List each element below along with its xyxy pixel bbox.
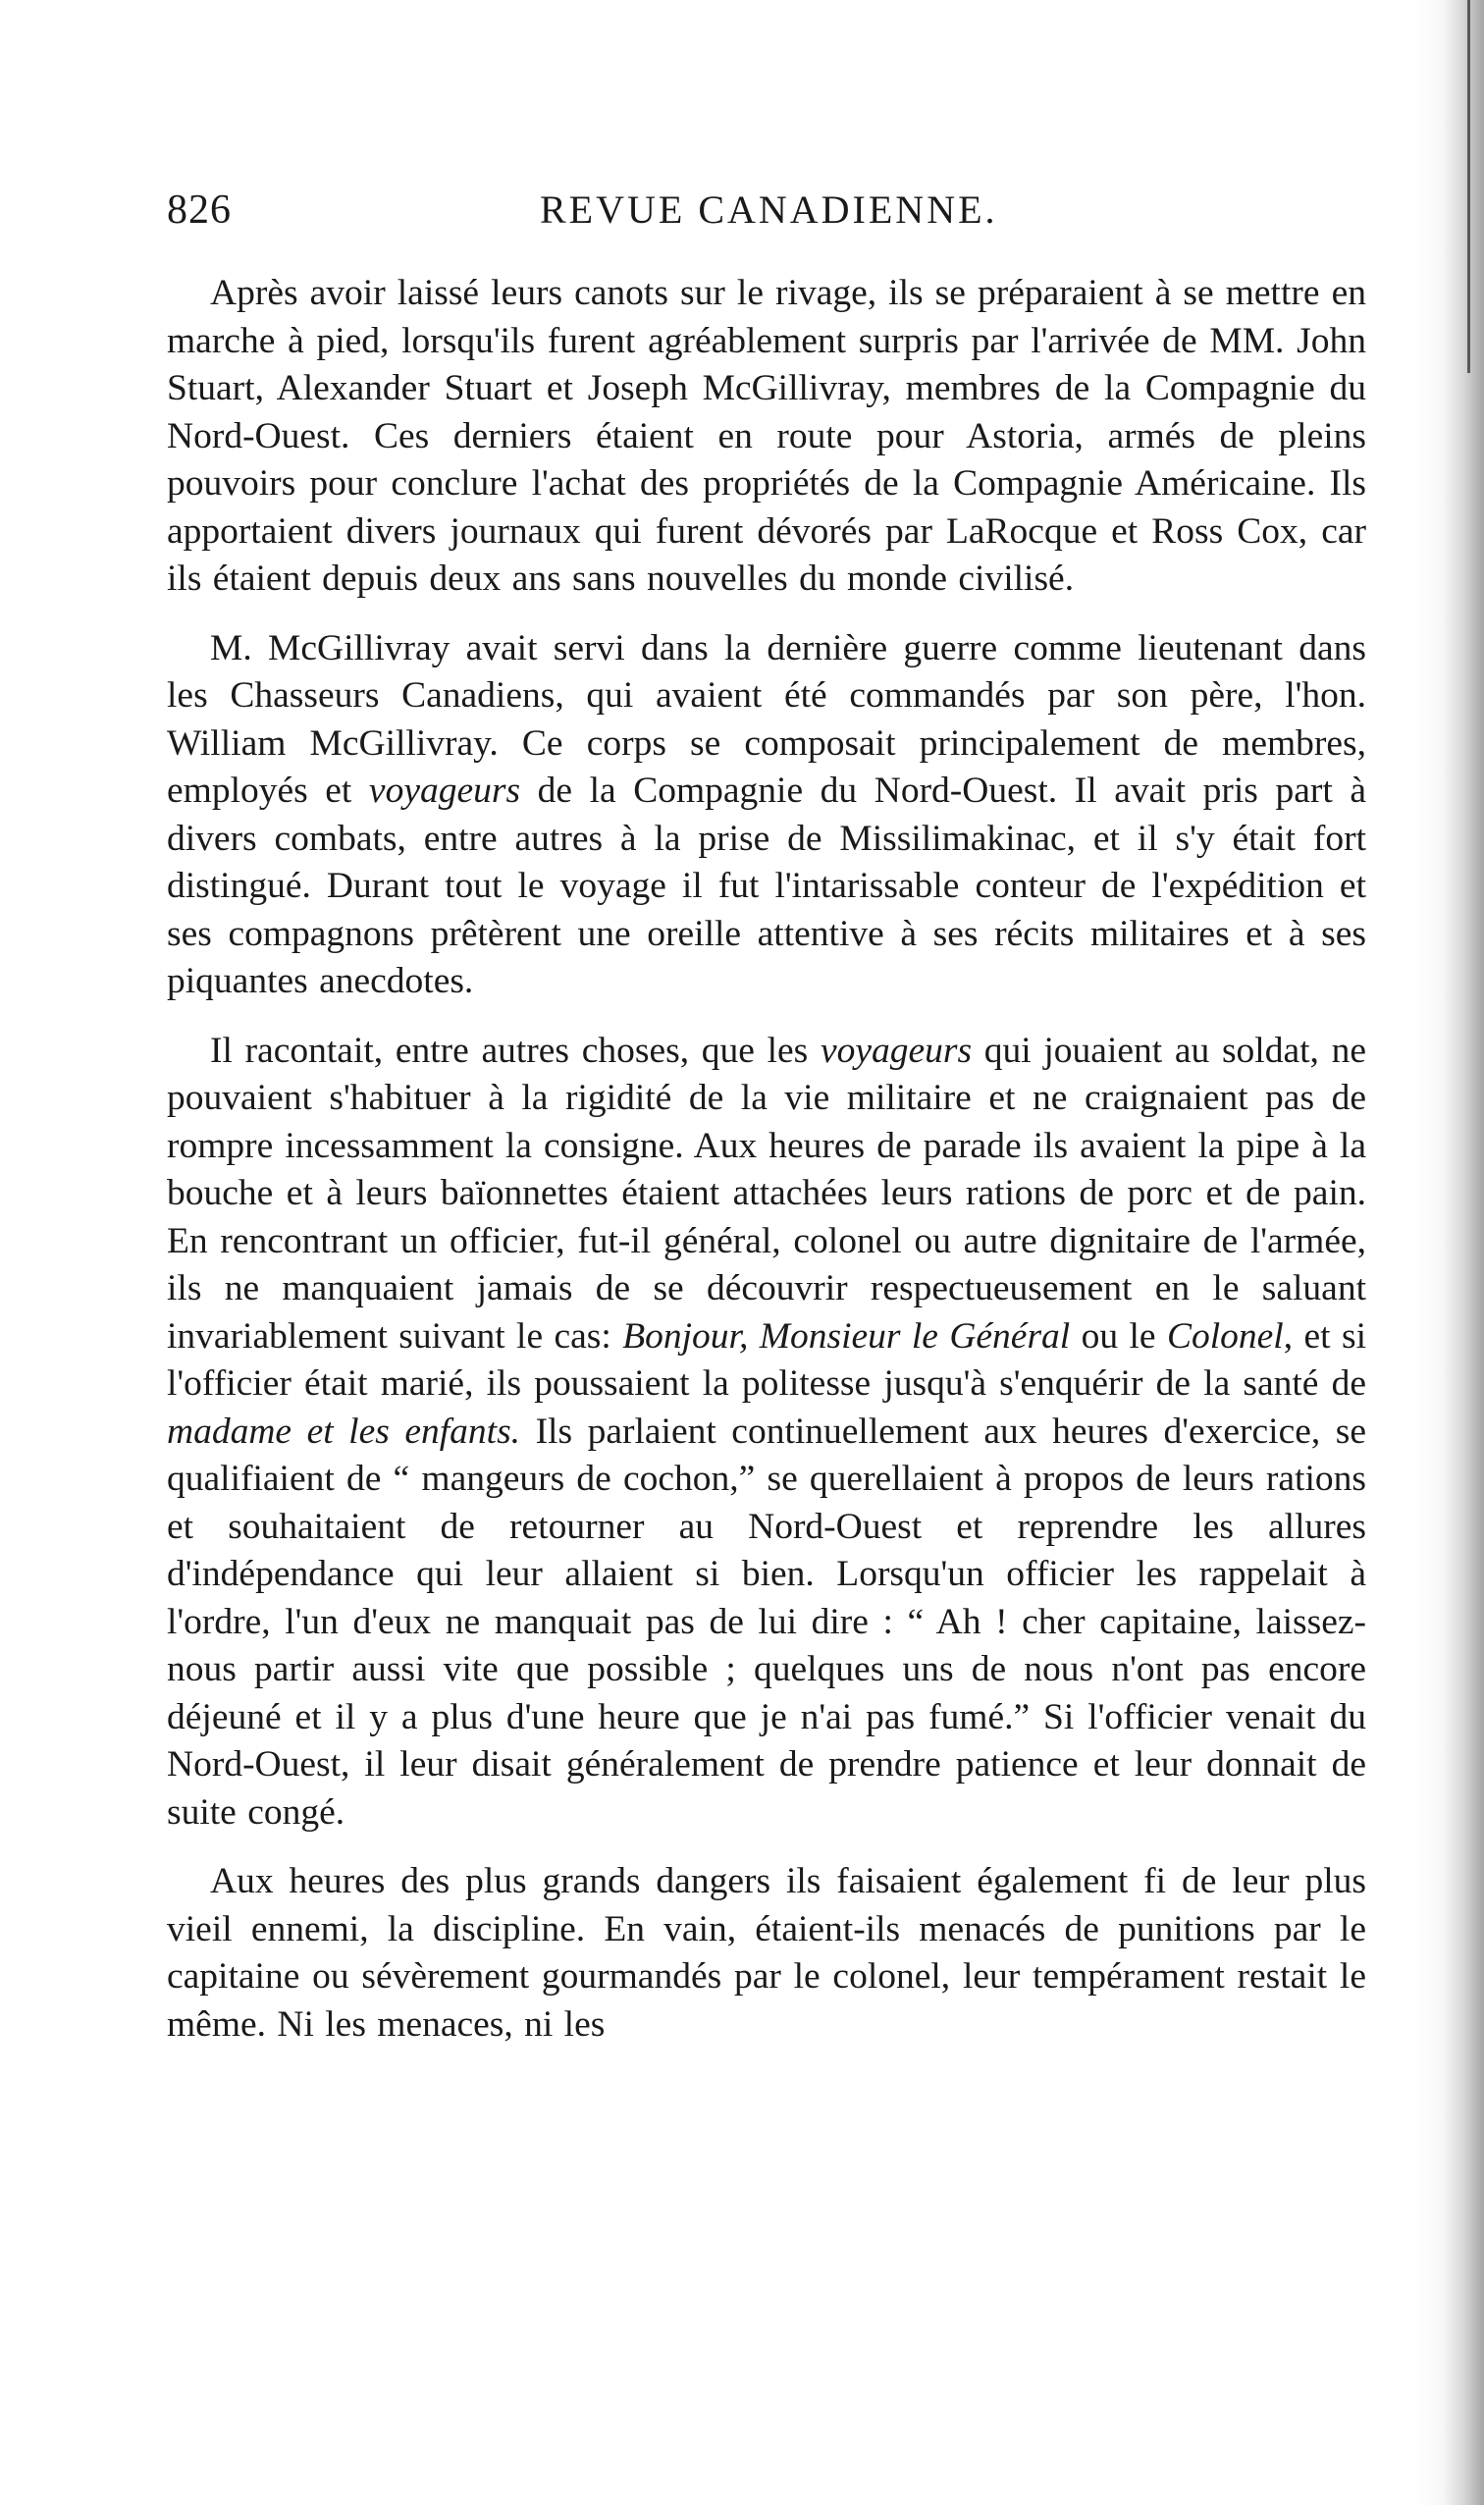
paragraph-3-italic-b: Bonjour, Monsieur le Général [622, 1315, 1071, 1357]
page-header [167, 187, 1345, 245]
scan-edge-line [1467, 0, 1470, 373]
paragraph-2-italic-a: voyageurs [368, 771, 521, 811]
paragraph-3-text-c: ou le [1070, 1315, 1167, 1357]
scan-edge-shadow [1415, 0, 1484, 2505]
paragraph-4: Aux heures des plus grands dangers ils faisaient également fi de leur plus vieil ennemi, la discipline. En vain, étaient-ils menacés de punitions par le capitaine ou sévèrement gourmandés par le colonel, leur tempérament restait le même. Ni les menaces, ni les [167, 1861, 1366, 2045]
paragraph-3-italic-a: voyageurs [820, 1030, 973, 1071]
paragraph-1: Après avoir laissé leurs canots sur le rivage, ils se préparaient à se mettre en marche à pied, lorsqu'ils furent agréablement surpris par l'arrivée de MM. John Stuart, Alexander Stuart et Joseph McGillivray, membres de la Compagnie du Nord-Ouest. Ces derniers étaient en route pour Astoria, armés de pleins pouvoirs pour conclure l'achat des propriétés de la Compagnie Américaine. Ils apportaient divers journaux qui furent dévorés par LaRocque et Ross Cox, car ils étaient depuis deux ans sans nouvelles du monde civilisé. [167, 273, 1366, 599]
page-number: 826 [167, 187, 232, 233]
paragraph-3-text-b: qui jouaient au soldat, ne pouvaient s'habituer à la rigidité de la vie militaire et ne craignaient pas de rompre incessamment la consigne. Aux heures de parade ils avaient la pipe à la bouche et à leurs baïonnettes étaient attachées leurs rations de porc et de pain. En rencontrant un officier, fut-il général, colonel ou autre dignitaire de l'armée, ils ne manquaient jamais de se découvrir respectueusement en le saluant invariablement suivant le cas: [167, 1030, 1367, 1357]
paragraph-3-italic-c: Colonel [1166, 1315, 1284, 1357]
running-head: REVUE CANADIENNE. [540, 187, 998, 232]
paragraph-3-text-d: , et si l'officier était marié, ils poussaient la politesse jusqu'à s'enquérir de la santé de [167, 1315, 1366, 1404]
paragraph-3-italic-d: madame et les enfants. [167, 1411, 521, 1452]
paragraph-2 [167, 625, 1366, 1006]
paragraph-2-text-a: M. McGillivray avait servi dans la dernière guerre comme lieutenant dans les Chasseurs Canadiens, qui avaient été commandés par son père, l'hon. William McGillivray. Ce corps se composait principalement de membres, employés et [167, 627, 1366, 811]
paragraph-3 [167, 1028, 1366, 1838]
body-text [167, 270, 1366, 2070]
paragraph-2-text-b: de la Compagnie du Nord-Ouest. Il avait pris part à divers combats, entre autres à la prise de Missilimakinac, et il s'y était fort distingué. Durant tout le voyage il fut l'intarissable conteur de l'expédition et ses compagnons prêtèrent une oreille attentive à ses récits militaires et à ses piquantes anecdotes. [167, 771, 1366, 1001]
paragraph-3-text-a: Il racontait, entre autres choses, que les [210, 1030, 821, 1071]
paragraph-3-text-e: Ils parlaient continuellement aux heures d'exercice, se qualifiaient de “ mangeurs de cochon,” se querellaient à propos de leurs rations et souhaitaient de retourner au Nord-Ouest et reprendre les allures d'indépendance qui leur allaient si bien. Lorsqu'un officier les rappelait à l'ordre, l'un d'eux ne manquait pas de lui dire : “ Ah ! cher capitaine, laissez-nous partir aussi vite que possible ; quelques uns de nous n'ont pas encore déjeuné et il y a plus d'une heure que je n'ai pas fumé.” Si l'officier venait du Nord-Ouest, il leur disait généralement de prendre patience et leur donnait de suite congé. [167, 1411, 1366, 1833]
